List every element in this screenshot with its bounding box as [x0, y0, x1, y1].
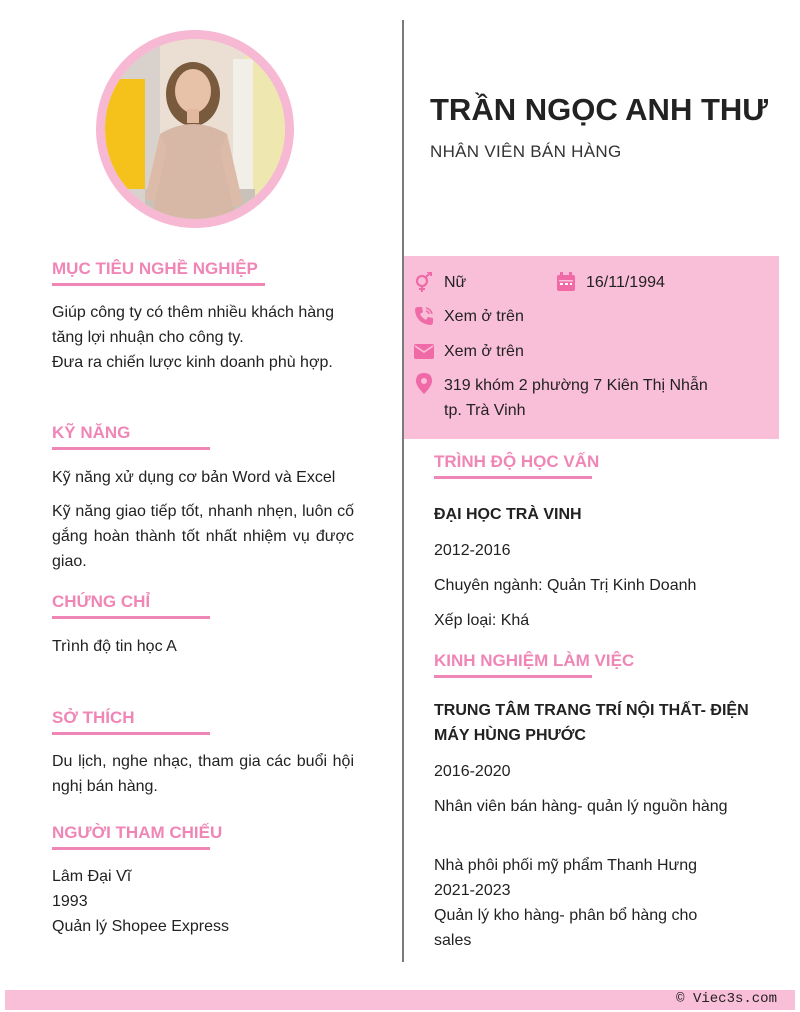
certificates-title: CHỨNG CHỈ: [52, 592, 151, 611]
certificate-item-1: Trình độ tin học A: [52, 638, 177, 655]
contact-box: [404, 256, 779, 439]
references-title: NGƯỜI THAM CHIẾU: [52, 823, 223, 842]
footer-bar: [5, 990, 795, 1010]
education-underline: [434, 476, 592, 479]
job-2-years: 2021-2023: [434, 882, 511, 899]
objective-title: MỤC TIÊU NGHỀ NGHIỆP: [52, 259, 258, 278]
hobbies-underline: [52, 732, 210, 735]
job-title: NHÂN VIÊN BÁN HÀNG: [430, 142, 622, 161]
gender-text: Nữ: [444, 274, 467, 291]
skills-underline: [52, 447, 210, 450]
phone-icon: [414, 306, 434, 326]
skill-item-1: Kỹ năng xử dụng cơ bản Word và Excel: [52, 469, 336, 486]
objective-line-2: tăng lợi nhuận cho công ty.: [52, 329, 244, 346]
hobbies-text: Du lịch, nghe nhạc, tham gia các buổi hội nghị bán hàng.: [52, 753, 354, 795]
birthday-text: 16/11/1994: [586, 274, 665, 291]
objective-line-1: Giúp công ty có thêm nhiều khách hàng: [52, 304, 334, 321]
gender-icon: [414, 272, 434, 292]
reference-name: Lâm Đại Vĩ: [52, 868, 132, 885]
job-1-years: 2016-2020: [434, 763, 511, 780]
calendar-icon: [556, 272, 576, 292]
email-icon: [414, 341, 434, 361]
experience-underline: [434, 675, 592, 678]
address-line-2: tp. Trà Vinh: [444, 402, 526, 419]
experience-title: KINH NGHIỆM LÀM VIỆC: [434, 651, 635, 670]
skill-item-2: Kỹ năng giao tiếp tốt, nhanh nhẹn, luôn cố gắng hoàn thành tốt nhất nhiệm vụ được giao.: [52, 503, 354, 570]
education-grade: Xếp loại: Khá: [434, 612, 530, 629]
school-name: ĐẠI HỌC TRÀ VINH: [434, 506, 582, 523]
job-1-role: Nhân viên bán hàng- quản lý nguồn hàng: [434, 798, 728, 815]
avatar-ring: [96, 30, 294, 228]
certificates-underline: [52, 616, 210, 619]
education-years: 2012-2016: [434, 542, 511, 559]
objective-line-3: Đưa ra chiến lược kinh doanh phù hợp.: [52, 354, 333, 371]
education-major: Chuyên ngành: Quản Trị Kinh Doanh: [434, 577, 697, 594]
email-text: Xem ở trên: [444, 343, 524, 360]
column-divider: [402, 20, 404, 962]
job-1-company: TRUNG TÂM TRANG TRÍ NỘI THẤT- ĐIỆN MÁY HÙNG PHƯỚC: [434, 702, 749, 744]
avatar-photo: [105, 39, 285, 219]
skills-title: KỸ NĂNG: [52, 423, 131, 442]
job-2-role: Quản lý kho hàng- phân bổ hàng cho sales: [434, 907, 698, 949]
address-line-1: 319 khóm 2 phường 7 Kiên Thị Nhẫn: [444, 377, 708, 394]
objective-underline: [52, 283, 265, 286]
location-icon: [415, 373, 435, 393]
references-underline: [52, 847, 210, 850]
footer-watermark: © Viec3s.com: [676, 991, 777, 1007]
hobbies-title: SỞ THÍCH: [52, 708, 135, 727]
reference-year: 1993: [52, 893, 88, 910]
job-2-company: Nhà phôi phối mỹ phẩm Thanh Hưng: [434, 857, 698, 874]
education-title: TRÌNH ĐỘ HỌC VẤN: [434, 452, 600, 471]
avatar: [105, 39, 285, 219]
phone-text: Xem ở trên: [444, 308, 524, 325]
reference-position: Quản lý Shopee Express: [52, 918, 229, 935]
candidate-name: TRẦN NGỌC ANH THƯ: [430, 92, 768, 127]
